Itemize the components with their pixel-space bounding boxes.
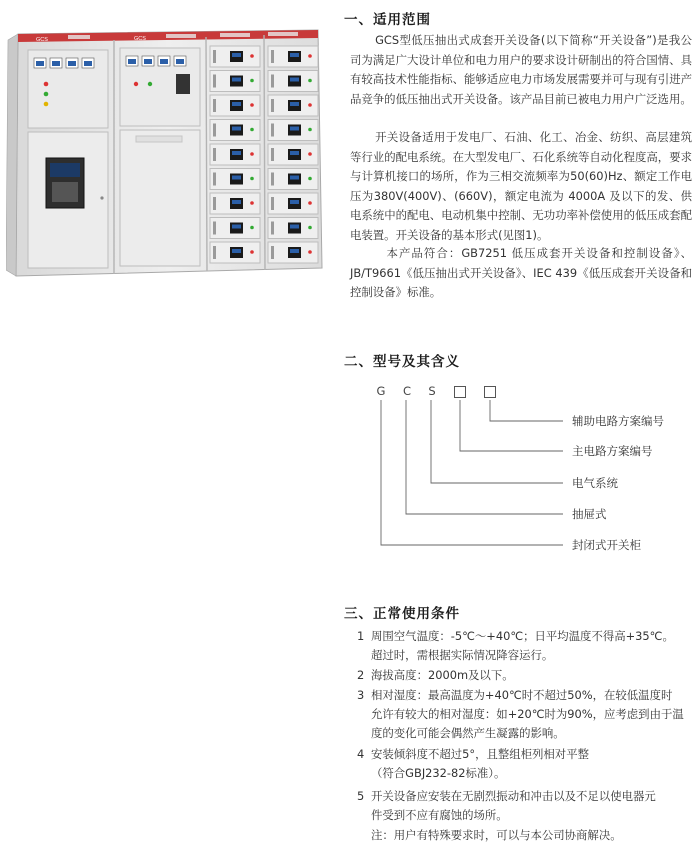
condition-number: 1	[357, 629, 365, 643]
condition-continuation: （符合GBJ232-82标准）。	[371, 766, 506, 781]
drawer-meter-screen	[290, 176, 299, 180]
drawer-handle	[271, 75, 274, 88]
drawer-handle	[271, 148, 274, 161]
drawer-handle	[213, 75, 216, 88]
drawer-meter-screen	[232, 127, 241, 131]
drawer-meter-screen	[290, 127, 299, 131]
condition-continuation: 允许有较大的相对湿度：如+20℃时为90%，应考虑到由于温度的变化可能会偶然产生凝露的影响。	[371, 707, 684, 741]
conditions-note: 注：用户有特殊要求时，可以与本公司协商解决。	[371, 828, 622, 842]
drawer-handle	[271, 99, 274, 112]
drawer-handle	[213, 222, 216, 235]
drawer-meter-screen	[290, 200, 299, 204]
scope-paragraph-application: 开关设备适用于发电厂、石油、化工、冶金、纺织、高层建筑等行业的配电系统。在大型发电厂、石化系统等自动化程度高，要求与计算机接口的场所，作为三相交流频率为50(60)Hz、额定工作电压为380V(400V)、(660V)，额定电流为 4000A 及以下的发、供电系统中的配电、电动机集中控制、无功功率补偿使用的低压成套配电装置。开关设备的基本形式(见图1)。	[350, 130, 692, 242]
drawer-handle	[213, 173, 216, 186]
condition-number: 3	[357, 688, 365, 702]
condition-item	[357, 787, 693, 825]
model-code-letter-g: G	[376, 384, 386, 398]
drawer-handle	[213, 99, 216, 112]
drawer-meter-screen	[290, 102, 299, 106]
drawer-indicator-light	[250, 201, 254, 205]
drawer-meter-screen	[232, 225, 241, 229]
drawer-indicator-light	[250, 103, 254, 107]
drawer-meter-screen	[232, 102, 241, 106]
drawer-indicator-light	[308, 250, 312, 254]
drawer-meter-screen	[290, 249, 299, 253]
model-label-drawer-type: 抽屉式	[572, 507, 607, 521]
condition-text: 安装倾斜度不超过5°，且整组柜列相对平整	[371, 747, 589, 761]
cabinet-top-label-1: GCS	[36, 37, 48, 43]
drawer-handle	[271, 197, 274, 210]
drawer-indicator-light	[250, 250, 254, 254]
drawer-meter-screen	[232, 176, 241, 180]
drawer-indicator-light	[308, 177, 312, 181]
switchgear-cabinet-image	[6, 28, 324, 278]
condition-text: 开关设备应安装在无剧烈振动和冲击以及不足以使电器元	[371, 789, 656, 803]
model-label-aux-circuit: 辅助电路方案编号	[572, 414, 664, 428]
model-code-box-aux-circuit	[484, 386, 496, 398]
drawer-indicator-light	[308, 128, 312, 132]
condition-number: 5	[357, 789, 365, 803]
drawer-handle	[271, 222, 274, 235]
drawer-indicator-light	[308, 54, 312, 58]
condition-continuation: 件受到不应有腐蚀的场所。	[371, 808, 508, 823]
drawer-indicator-light	[250, 152, 254, 156]
drawer-handle	[271, 50, 274, 63]
drawer-indicator-light	[250, 79, 254, 83]
drawer-meter-screen	[232, 78, 241, 82]
drawer-meter-screen	[232, 53, 241, 57]
model-label-electrical-system: 电气系统	[572, 476, 618, 490]
condition-item	[357, 666, 693, 685]
condition-item	[357, 627, 693, 665]
section-heading-model: 二、型号及其含义	[344, 354, 460, 370]
section-heading-scope: 一、适用范围	[344, 12, 431, 28]
model-code-letter-s: S	[428, 384, 436, 398]
scope-paragraph-intro: GCS型低压抽出式成套开关设备(以下简称“开关设备”)是我公司为满足广大设计单位和电力用户的要求设计研制出的符合国情、具有较高技术性能指标、能够适应电力市场发展需要并可与现有引进产品竞争的低压抽出式开关设备。该产品目前已被电力用户广泛选用。	[350, 33, 692, 106]
drawer-handle	[213, 124, 216, 137]
drawer-handle	[213, 246, 216, 259]
model-label-enclosed-cabinet: 封闭式开关柜	[572, 538, 641, 552]
condition-continuation: 超过时，需根据实际情况降容运行。	[371, 648, 554, 663]
drawer-meter-screen	[290, 151, 299, 155]
condition-text: 海拔高度：2000m及以下。	[371, 668, 514, 682]
drawer-meter-screen	[290, 225, 299, 229]
drawer-meter-screen	[290, 53, 299, 57]
drawer-indicator-light	[250, 226, 254, 230]
condition-text: 相对湿度：最高温度为+40℃时不超过50%，在较低温度时	[371, 688, 673, 702]
condition-item	[357, 686, 693, 744]
drawer-indicator-light	[308, 152, 312, 156]
drawer-indicator-light	[308, 201, 312, 205]
drawer-handle	[213, 148, 216, 161]
model-label-main-circuit: 主电路方案编号	[572, 444, 653, 458]
drawer-indicator-light	[250, 54, 254, 58]
section-heading-conditions: 三、正常使用条件	[344, 606, 460, 622]
drawer-handle	[213, 197, 216, 210]
model-code-box-main-circuit	[454, 386, 466, 398]
drawer-handle	[271, 124, 274, 137]
condition-item	[357, 745, 693, 783]
drawer-meter-screen	[290, 78, 299, 82]
drawer-meter-screen	[232, 151, 241, 155]
drawer-handle	[213, 50, 216, 63]
drawer-handle	[271, 246, 274, 259]
drawer-indicator-light	[308, 226, 312, 230]
drawer-meter-screen	[232, 200, 241, 204]
condition-number: 2	[357, 668, 365, 682]
scope-paragraph-standards: 本产品符合：GB7251 低压成套开关设备和控制设备》、JB/T9661《低压抽出式开关设备》、IEC 439《低压成套开关设备和控制设备》标准。	[350, 246, 692, 299]
condition-number: 4	[357, 747, 365, 761]
drawer-indicator-light	[308, 103, 312, 107]
drawer-meter-screen	[232, 249, 241, 253]
drawer-indicator-light	[250, 177, 254, 181]
drawer-indicator-light	[250, 128, 254, 132]
cabinet-top-label-2: GCS	[134, 36, 146, 42]
drawer-indicator-light	[308, 79, 312, 83]
condition-text: 周围空气温度：-5℃～+40℃；日平均温度不得高+35℃。	[371, 629, 674, 643]
model-code-letter-c: C	[402, 384, 412, 398]
drawer-handle	[271, 173, 274, 186]
